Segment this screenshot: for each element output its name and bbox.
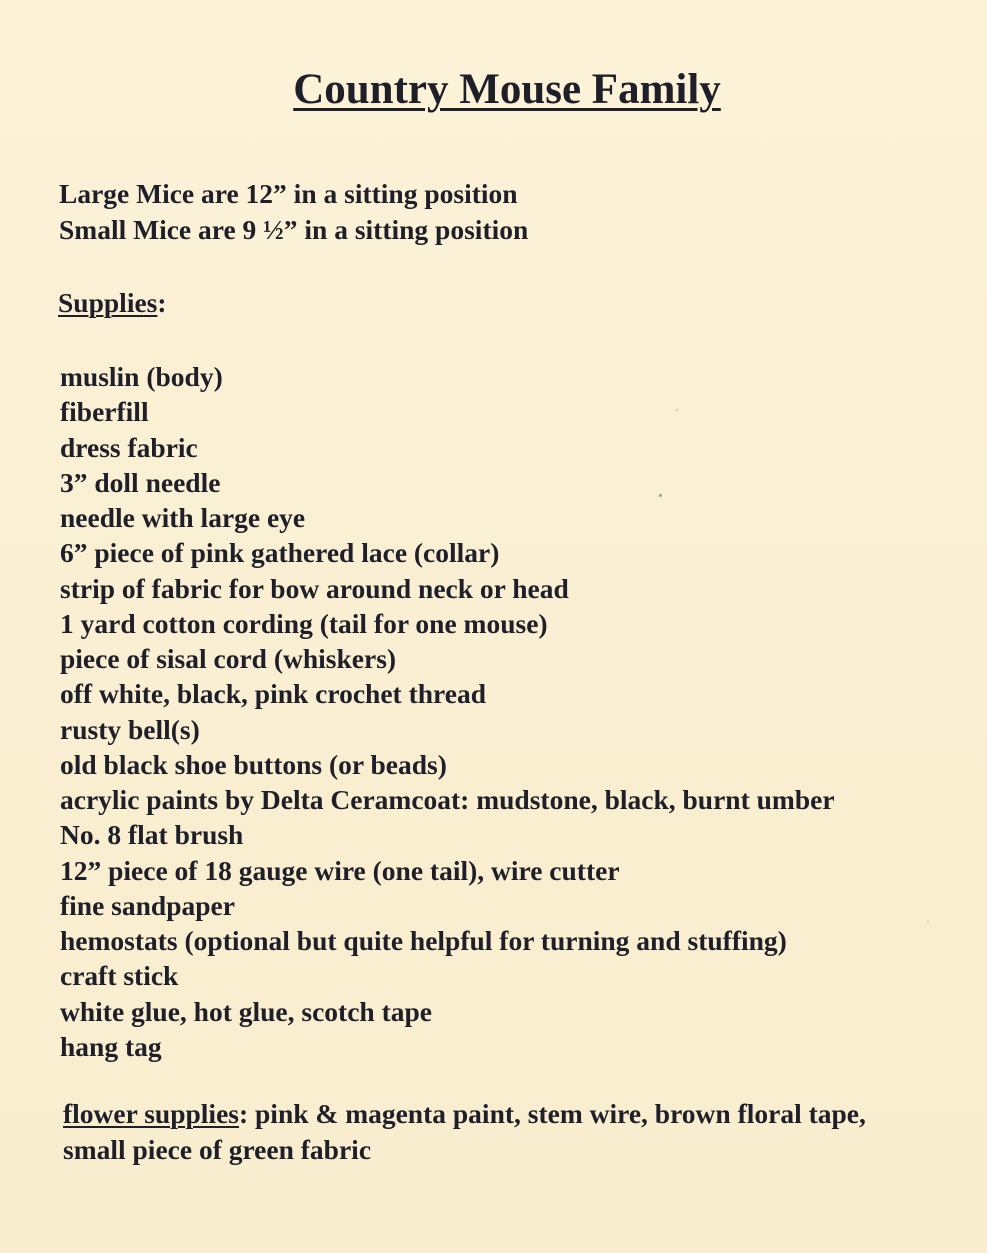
supply-item: 3” doll needle (60, 466, 221, 498)
supply-item: muslin (body) (60, 361, 223, 392)
flower-supplies-label: flower supplies (63, 1098, 239, 1129)
supply-item: off white, black, pink crochet thread (60, 678, 486, 710)
supplies-heading (58, 285, 167, 321)
supply-item: piece of sisal cord (whiskers) (60, 643, 397, 674)
flower-supplies-line-2: small piece of green fabric (63, 1134, 372, 1165)
flower-supplies (63, 1096, 866, 1168)
size-note-small: Small Mice are 9 ½” in a sitting position (59, 214, 529, 245)
supply-item: 1 yard cotton cording (tail for one mouse) (60, 607, 548, 639)
size-note-large: Large Mice are 12” in a sitting position (59, 178, 518, 209)
supply-item: strip of fabric for bow around neck or head (60, 572, 569, 604)
paper-speck (659, 494, 662, 497)
paper-speck (927, 921, 929, 923)
supply-item: fiberfill (60, 396, 149, 428)
supply-item: hemostats (optional but quite helpful for turning and stuffing) (60, 925, 787, 956)
supply-item: 6” piece of pink gathered lace (collar) (60, 537, 500, 569)
size-notes (59, 176, 528, 248)
supplies-heading-label: Supplies (58, 287, 158, 318)
supply-item: needle with large eye (60, 502, 306, 533)
supply-item: hang tag (60, 1030, 162, 1062)
supply-item: fine sandpaper (60, 889, 235, 921)
supply-item: old black shoe buttons (or beads) (60, 748, 447, 780)
flower-supplies-line-1 (63, 1096, 866, 1132)
flower-supplies-text-1: : pink & magenta paint, stem wire, brown floral tape, (238, 1098, 866, 1129)
supply-item: dress fabric (60, 431, 198, 463)
supply-item: No. 8 flat brush (60, 819, 244, 851)
page-title: Country Mouse Family (293, 66, 721, 113)
supply-list (60, 359, 835, 1064)
supply-item: rusty bell(s) (60, 713, 200, 745)
supply-item: acrylic paints by Delta Ceramcoat: mudstone, black, burnt umber (60, 784, 835, 815)
supply-item: white glue, hot glue, scotch tape (60, 995, 432, 1027)
supply-item: 12” piece of 18 gauge wire (one tail), wire cutter (60, 854, 620, 886)
supplies-heading-colon: : (157, 287, 167, 318)
paper-speck (676, 409, 678, 411)
supply-item: craft stick (60, 960, 179, 992)
